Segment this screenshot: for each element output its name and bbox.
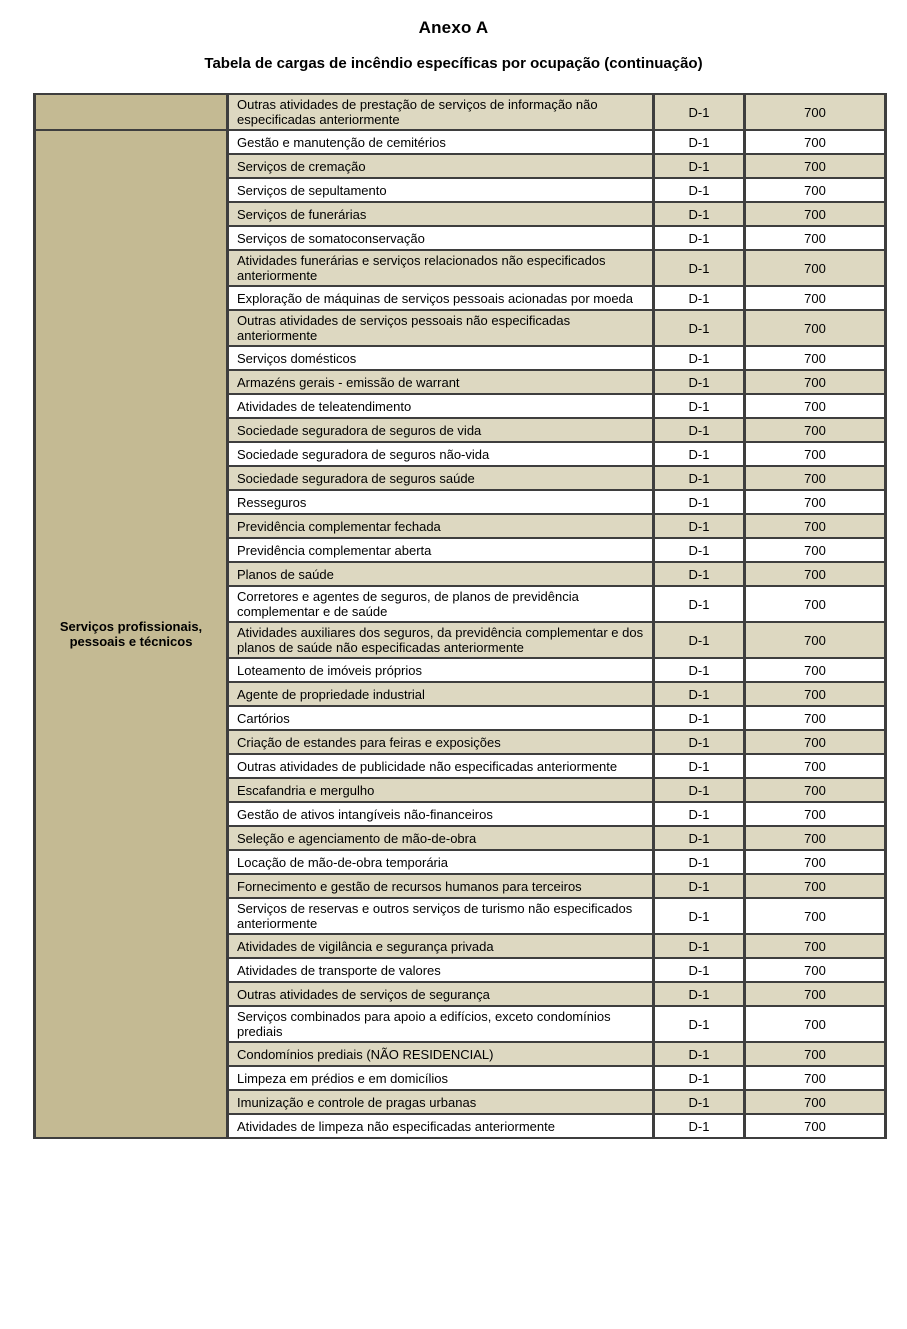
activity-cell: Serviços domésticos — [228, 346, 654, 370]
value-cell: 700 — [745, 202, 886, 226]
code-cell: D-1 — [654, 346, 745, 370]
code-cell: D-1 — [654, 682, 745, 706]
value-cell: 700 — [745, 394, 886, 418]
activity-cell: Fornecimento e gestão de recursos humanos para terceiros — [228, 874, 654, 898]
activity-cell: Escafandria e mergulho — [228, 778, 654, 802]
code-cell: D-1 — [654, 826, 745, 850]
page-title: Anexo A — [418, 18, 489, 37]
activity-cell: Gestão e manutenção de cemitérios — [228, 130, 654, 154]
activity-cell: Serviços combinados para apoio a edifícios, exceto condomínios prediais — [228, 1006, 654, 1042]
value-cell: 700 — [745, 658, 886, 682]
value-cell: 700 — [745, 874, 886, 898]
code-cell: D-1 — [654, 538, 745, 562]
code-cell: D-1 — [654, 490, 745, 514]
code-cell: D-1 — [654, 418, 745, 442]
value-cell: 700 — [745, 1042, 886, 1066]
value-cell: 700 — [745, 754, 886, 778]
value-cell: 700 — [745, 154, 886, 178]
code-cell: D-1 — [654, 310, 745, 346]
activity-cell: Outras atividades de publicidade não especificadas anteriormente — [228, 754, 654, 778]
activity-cell: Condomínios prediais (NÃO RESIDENCIAL) — [228, 1042, 654, 1066]
code-cell: D-1 — [654, 874, 745, 898]
value-cell: 700 — [745, 370, 886, 394]
code-cell: D-1 — [654, 778, 745, 802]
value-cell: 700 — [745, 958, 886, 982]
code-cell: D-1 — [654, 1006, 745, 1042]
activity-cell: Sociedade seguradora de seguros saúde — [228, 466, 654, 490]
activity-cell: Cartórios — [228, 706, 654, 730]
document-page — [0, 18, 907, 1329]
table-row — [35, 130, 886, 154]
activity-cell: Atividades de transporte de valores — [228, 958, 654, 982]
value-cell: 700 — [745, 562, 886, 586]
code-cell: D-1 — [654, 1066, 745, 1090]
code-cell: D-1 — [654, 850, 745, 874]
code-cell: D-1 — [654, 562, 745, 586]
value-cell: 700 — [745, 622, 886, 658]
code-cell: D-1 — [654, 130, 745, 154]
code-cell: D-1 — [654, 1042, 745, 1066]
code-cell: D-1 — [654, 250, 745, 286]
activity-cell: Resseguros — [228, 490, 654, 514]
table-row — [35, 94, 886, 130]
code-cell: D-1 — [654, 202, 745, 226]
value-cell: 700 — [745, 826, 886, 850]
value-cell: 700 — [745, 130, 886, 154]
activity-cell: Loteamento de imóveis próprios — [228, 658, 654, 682]
code-cell: D-1 — [654, 1114, 745, 1138]
activity-cell: Limpeza em prédios e em domicílios — [228, 1066, 654, 1090]
activity-cell: Sociedade seguradora de seguros não-vida — [228, 442, 654, 466]
value-cell: 700 — [745, 490, 886, 514]
value-cell: 700 — [745, 1114, 886, 1138]
value-cell: 700 — [745, 982, 886, 1006]
value-cell: 700 — [745, 802, 886, 826]
code-cell: D-1 — [654, 514, 745, 538]
value-cell: 700 — [745, 1090, 886, 1114]
activity-cell: Imunização e controle de pragas urbanas — [228, 1090, 654, 1114]
activity-cell: Outras atividades de prestação de serviços de informação não especificadas anteriormente — [228, 94, 654, 130]
code-cell: D-1 — [654, 622, 745, 658]
value-cell: 700 — [745, 310, 886, 346]
activity-cell: Exploração de máquinas de serviços pessoais acionadas por moeda — [228, 286, 654, 310]
activity-cell: Atividades de teleatendimento — [228, 394, 654, 418]
value-cell: 700 — [745, 850, 886, 874]
value-cell: 700 — [745, 418, 886, 442]
code-cell: D-1 — [654, 286, 745, 310]
category-cell-continued — [35, 94, 228, 130]
value-cell: 700 — [745, 586, 886, 622]
code-cell: D-1 — [654, 730, 745, 754]
code-cell: D-1 — [654, 586, 745, 622]
activity-cell: Criação de estandes para feiras e exposições — [228, 730, 654, 754]
activity-cell: Agente de propriedade industrial — [228, 682, 654, 706]
activity-cell: Serviços de reservas e outros serviços de turismo não especificados anteriormente — [228, 898, 654, 934]
value-cell: 700 — [745, 682, 886, 706]
activity-cell: Gestão de ativos intangíveis não-financeiros — [228, 802, 654, 826]
activity-cell: Serviços de sepultamento — [228, 178, 654, 202]
value-cell: 700 — [745, 898, 886, 934]
activity-cell: Atividades funerárias e serviços relacionados não especificados anteriormente — [228, 250, 654, 286]
value-cell: 700 — [745, 1066, 886, 1090]
value-cell: 700 — [745, 226, 886, 250]
value-cell: 700 — [745, 514, 886, 538]
code-cell: D-1 — [654, 466, 745, 490]
activity-cell: Atividades auxiliares dos seguros, da previdência complementar e dos planos de saúde não especificadas anteriormente — [228, 622, 654, 658]
value-cell: 700 — [745, 706, 886, 730]
activity-cell: Corretores e agentes de seguros, de planos de previdência complementar e de saúde — [228, 586, 654, 622]
value-cell: 700 — [745, 346, 886, 370]
activity-cell: Outras atividades de serviços de segurança — [228, 982, 654, 1006]
value-cell: 700 — [745, 286, 886, 310]
value-cell: 700 — [745, 94, 886, 130]
value-cell: 700 — [745, 178, 886, 202]
activity-cell: Serviços de cremação — [228, 154, 654, 178]
activity-cell: Seleção e agenciamento de mão-de-obra — [228, 826, 654, 850]
activity-cell: Armazéns gerais - emissão de warrant — [228, 370, 654, 394]
value-cell: 700 — [745, 730, 886, 754]
code-cell: D-1 — [654, 982, 745, 1006]
code-cell: D-1 — [654, 934, 745, 958]
code-cell: D-1 — [654, 178, 745, 202]
code-cell: D-1 — [654, 802, 745, 826]
code-cell: D-1 — [654, 94, 745, 130]
activity-cell: Serviços de funerárias — [228, 202, 654, 226]
activity-cell: Atividades de vigilância e segurança privada — [228, 934, 654, 958]
code-cell: D-1 — [654, 754, 745, 778]
activity-cell: Previdência complementar fechada — [228, 514, 654, 538]
activity-cell: Atividades de limpeza não especificadas anteriormente — [228, 1114, 654, 1138]
code-cell: D-1 — [654, 658, 745, 682]
fire-load-table — [33, 93, 887, 1139]
code-cell: D-1 — [654, 394, 745, 418]
value-cell: 700 — [745, 538, 886, 562]
code-cell: D-1 — [654, 154, 745, 178]
value-cell: 700 — [745, 442, 886, 466]
value-cell: 700 — [745, 1006, 886, 1042]
category-cell: Serviços profissionais, pessoais e técnicos — [35, 130, 228, 1138]
value-cell: 700 — [745, 778, 886, 802]
activity-cell: Serviços de somatoconservação — [228, 226, 654, 250]
activity-cell: Sociedade seguradora de seguros de vida — [228, 418, 654, 442]
code-cell: D-1 — [654, 898, 745, 934]
value-cell: 700 — [745, 934, 886, 958]
code-cell: D-1 — [654, 1090, 745, 1114]
code-cell: D-1 — [654, 706, 745, 730]
value-cell: 700 — [745, 250, 886, 286]
page-subtitle: Tabela de cargas de incêndio específicas por ocupação (continuação) — [204, 55, 703, 72]
activity-cell: Planos de saúde — [228, 562, 654, 586]
value-cell: 700 — [745, 466, 886, 490]
code-cell: D-1 — [654, 226, 745, 250]
activity-cell: Locação de mão-de-obra temporária — [228, 850, 654, 874]
code-cell: D-1 — [654, 370, 745, 394]
code-cell: D-1 — [654, 958, 745, 982]
activity-cell: Outras atividades de serviços pessoais não especificadas anteriormente — [228, 310, 654, 346]
code-cell: D-1 — [654, 442, 745, 466]
activity-cell: Previdência complementar aberta — [228, 538, 654, 562]
